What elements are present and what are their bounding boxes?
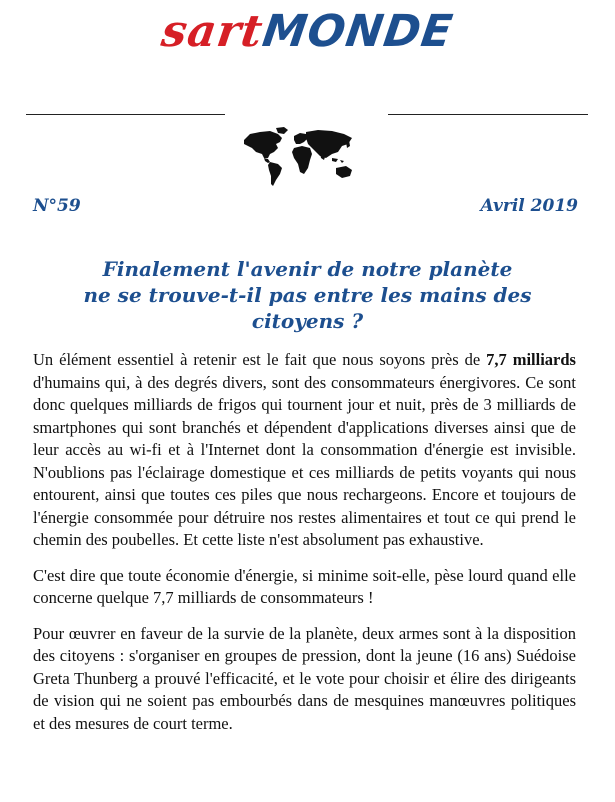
headline-line-3: citoyens ?: [251, 309, 364, 333]
headline-line-1: Finalement l'avenir de notre planète: [102, 257, 513, 281]
masthead: [0, 6, 615, 68]
masthead-sart: sart: [158, 6, 267, 57]
issue-number: N°59: [33, 196, 81, 216]
headline-line-2: ne se trouve-t-il pas entre les mains des: [83, 283, 532, 307]
issue-info: [33, 196, 578, 220]
paragraph-2: C'est dire que toute économie d'énergie, si minime soit-elle, pèse lourd quand elle concerne quelque 7,7 milliards de consommateurs !: [33, 565, 576, 607]
paragraph-1-start: Un élément essentiel à retenir est le fait que nous soyons près de: [33, 350, 487, 369]
paragraph-3: Pour œuvrer en faveur de la survie de la planète, deux armes sont à la disposition des citoyens : s'organiser en groupes de pression, dont la jeune (16 ans) Suédoise Greta Thunberg a prouvé l'efficacité, et le vote pour choisir et élire des dirigeants de vision qui ne soient pas embourbés dans de mesquines manœuvres politiques et des mesures de court terme.: [33, 623, 576, 733]
paragraph-1: [33, 349, 576, 552]
masthead-monde: MONDE: [259, 6, 457, 57]
divider-left: [26, 114, 225, 115]
world-map-icon: [240, 126, 358, 188]
article-body: [33, 349, 576, 748]
divider-right: [388, 114, 588, 115]
paragraph-1-end: d'humains qui, à des degrés divers, sont des consommateurs énergivores. Ce sont donc quelques milliards de frigos qui tournent jour et nuit, près de 3 milliards de smartphones qui sont branchés et dépendent d'applications diverses ainsi que de leur accès au wi-fi et à l'Internet dont la consommation d'énergie est invisible. N'oublions pas l'éclairage domestique et ces milliards de petits voyants qui nous entourent, ainsi que toutes ces piles que nous rechargeons. Encore et toujours de l'énergie consommée pour détruire nos restes alimentaires et tout ce qui prend le chemin des poubelles. Et cette liste n'est absolument pas exhaustive.: [33, 372, 576, 549]
paragraph-1-bold: 7,7 milliards: [486, 350, 576, 369]
issue-date: Avril 2019: [480, 196, 578, 216]
article-headline: [40, 256, 575, 334]
